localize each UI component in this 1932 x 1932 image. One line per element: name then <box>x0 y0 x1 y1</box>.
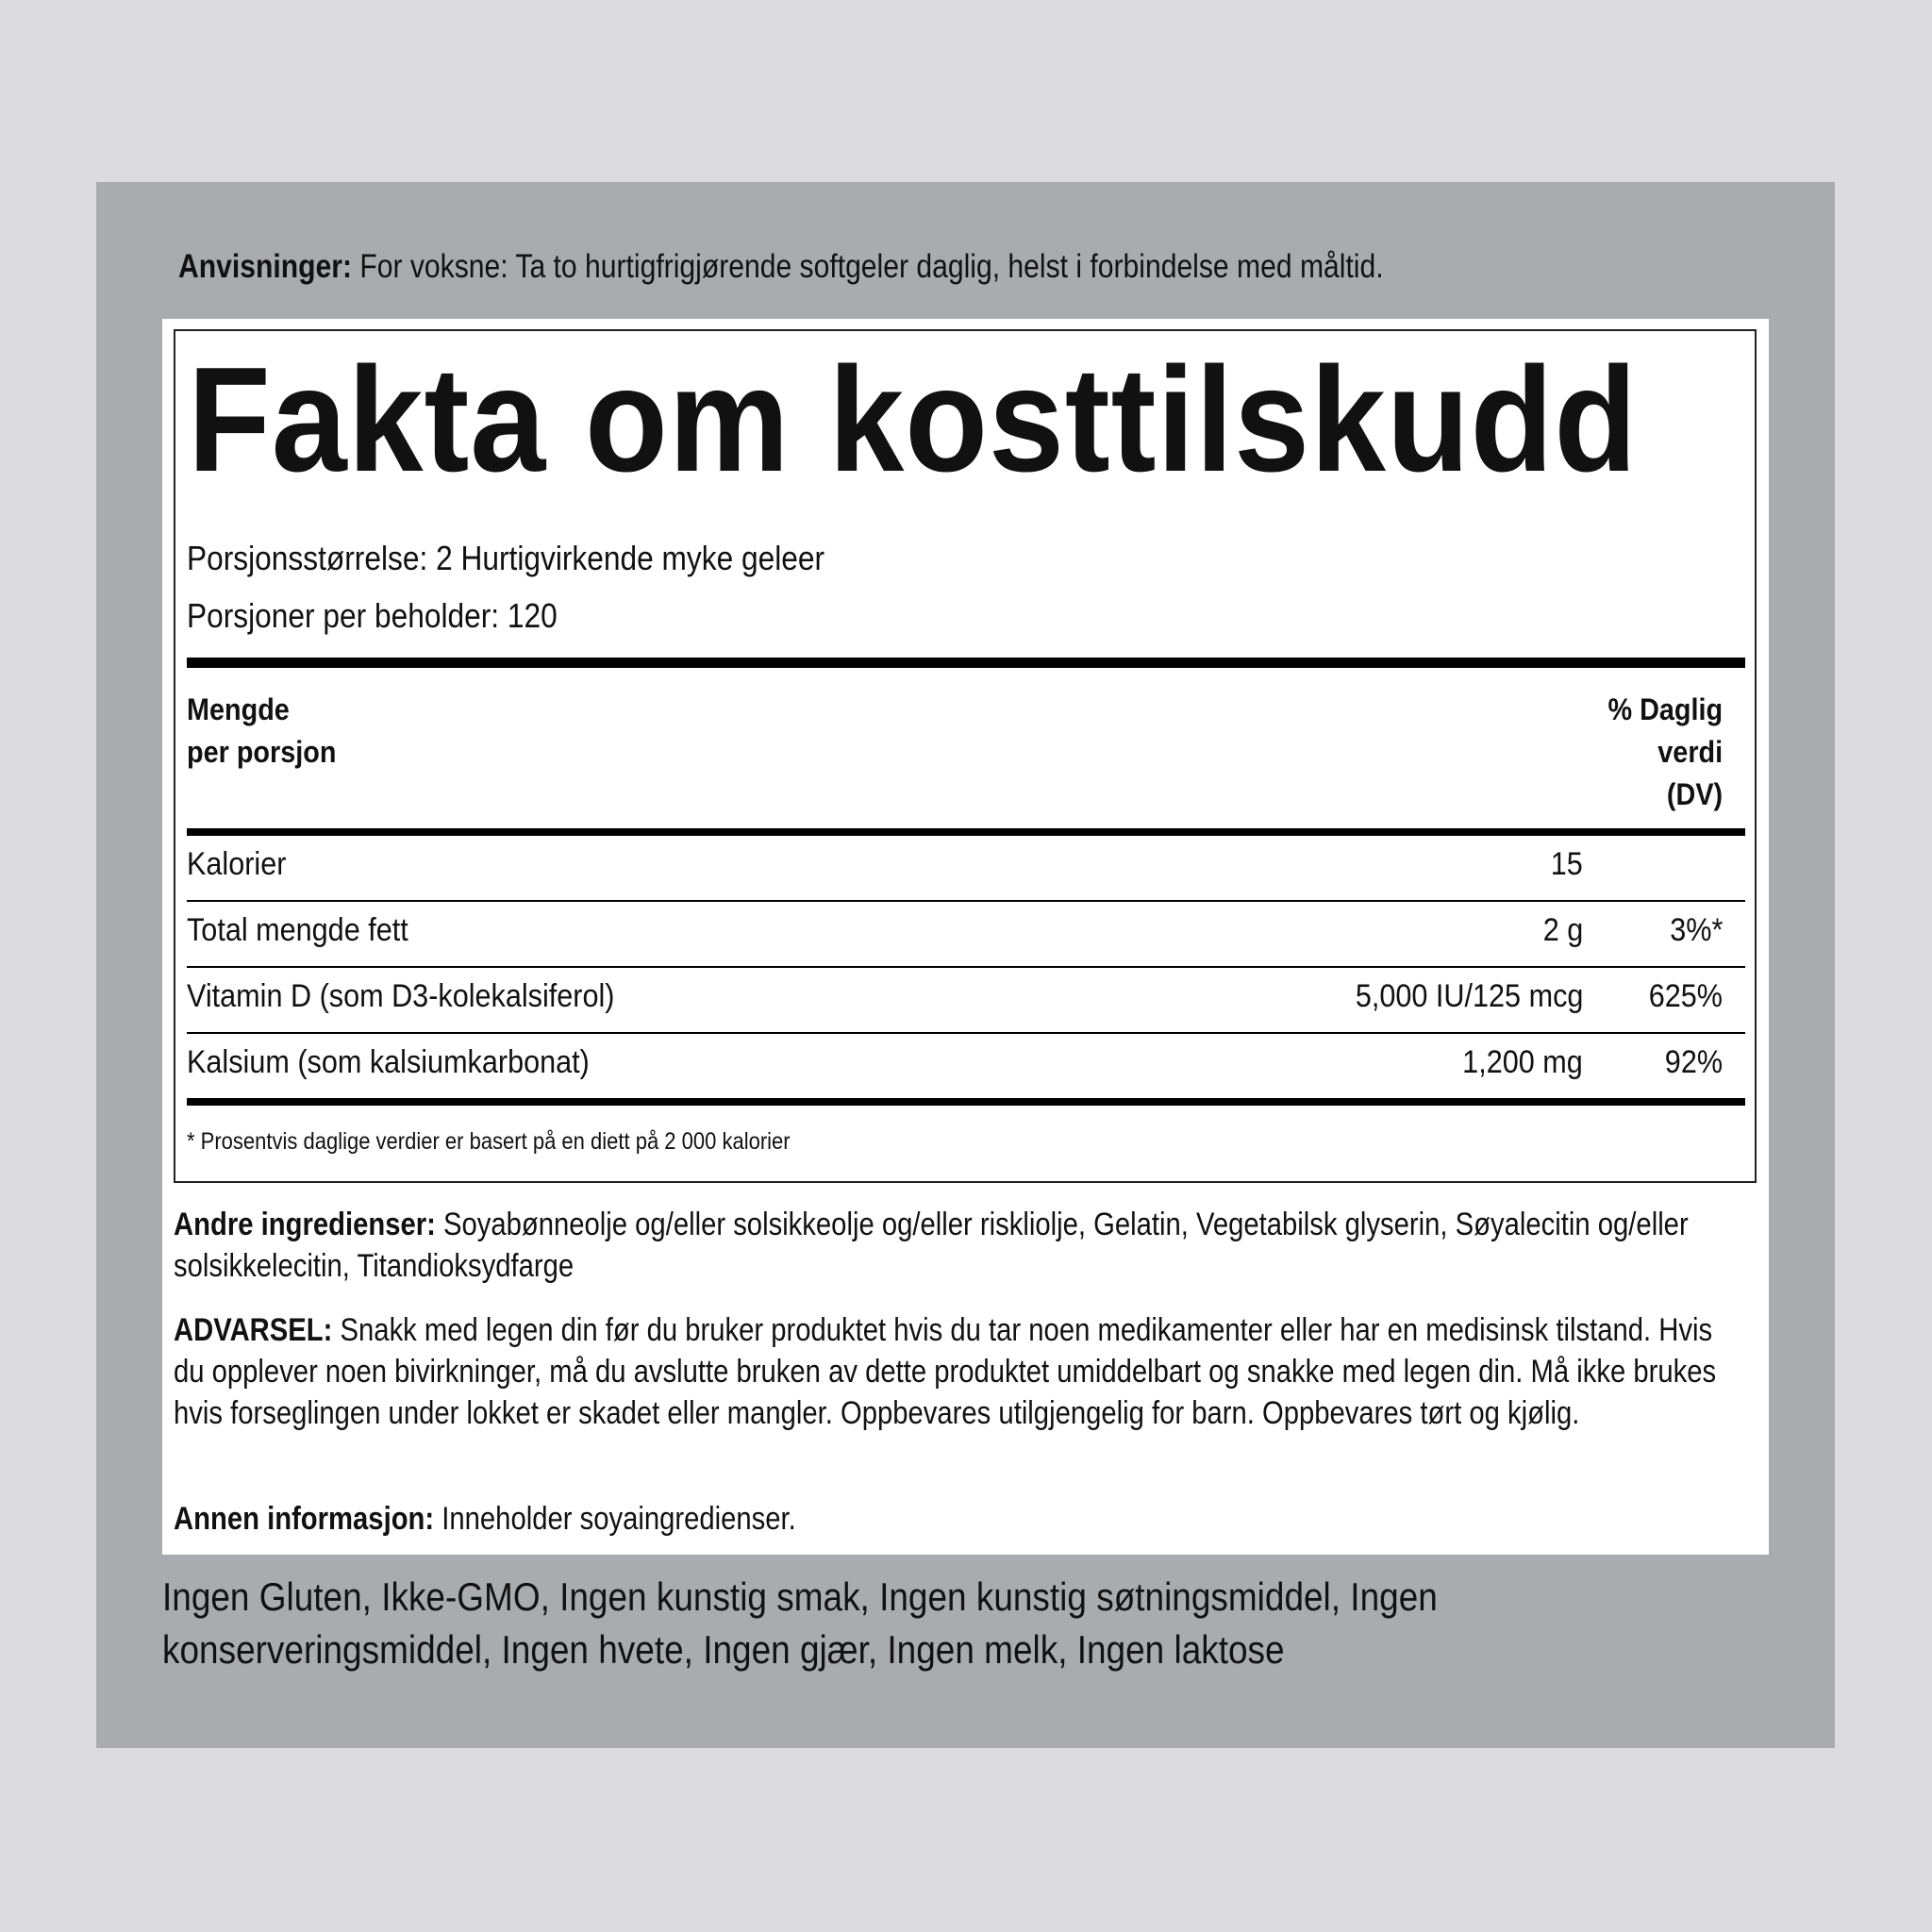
other-ingredients <box>174 1204 1747 1287</box>
nutrient-amount: 2 g <box>1542 912 1583 948</box>
divider-thick <box>187 658 1745 668</box>
nutrient-name: Kalsium (som kalsiumkarbonat) <box>187 1044 590 1080</box>
divider-medium <box>187 1098 1745 1106</box>
other-info-text: Inneholder soyaingredienser. <box>434 1501 796 1537</box>
other-ingredients-text: Soyabønneolje og/eller solsikkeolje og/eller riskliolje, Gelatin, Vegetabilsk glyserin, Søyalecitin og/eller solsikkelecitin, Titandioksydfarge <box>174 1207 1689 1284</box>
facts-title: Fakta om kosttilskudd <box>188 337 1639 503</box>
dv-footnote: * Prosentvis daglige verdier er basert på en diett på 2 000 kalorier <box>187 1128 791 1155</box>
nutrient-row <box>187 898 1745 962</box>
header-right-line: verdi <box>1657 735 1723 769</box>
warning-label: ADVARSEL: <box>174 1312 333 1348</box>
header-left-line: Mengde <box>187 692 290 726</box>
nutrient-dv: 3%* <box>1669 912 1723 948</box>
directions-text: For voksne: Ta to hurtigfrigjørende softgeler daglig, helst i forbindelse med måltid. <box>351 248 1384 285</box>
nutrient-name: Total mengde fett <box>187 912 408 948</box>
nutrient-dv: 92% <box>1664 1044 1723 1080</box>
directions <box>178 243 1557 291</box>
nutrient-amount: 1,200 mg <box>1462 1044 1583 1080</box>
header-left-line: per porsjon <box>187 735 337 769</box>
servings-per-container: Porsjoner per beholder: 120 <box>187 596 558 635</box>
other-info-label: Annen informasjon: <box>174 1501 435 1537</box>
nutrient-row <box>187 832 1745 896</box>
nutrient-amount: 15 <box>1550 846 1583 882</box>
nutrient-name: Vitamin D (som D3-kolekalsiferol) <box>187 978 615 1014</box>
nutrient-row <box>187 1030 1745 1094</box>
warning <box>174 1309 1747 1434</box>
serving-size: Porsjonsstørrelse: 2 Hurtigvirkende myke geleer <box>187 539 825 577</box>
header-right-line: % Daglig <box>1607 692 1723 726</box>
amount-per-serving-header <box>187 689 336 774</box>
other-info <box>174 1498 1747 1540</box>
header-right-line: (DV) <box>1666 777 1723 811</box>
nutrient-name: Kalorier <box>187 846 287 882</box>
nutrient-dv: 625% <box>1648 978 1723 1014</box>
warning-text: Snakk med legen din før du bruker produktet hvis du tar noen medikamenter eller har en medisinsk tilstand. Hvis du opplever noen bivirkninger, må du avslutte bruken av dette produktet umiddelbart og snakke med legen din. Må ikke brukes hvis forseglingen under lokket er skadet eller mangler. Oppbevares utilgjengelig for barn. Oppbevares tørt og kjølig. <box>174 1312 1717 1431</box>
daily-value-header <box>1607 689 1723 816</box>
nutrient-amount: 5,000 IU/125 mcg <box>1355 978 1583 1014</box>
directions-label: Anvisninger: <box>178 248 352 285</box>
free-from-claims: Ingen Gluten, Ikke-GMO, Ingen kunstig smak, Ingen kunstig søtningsmiddel, Ingen konserveringsmiddel, Ingen hvete, Ingen gjær, Ingen melk, Ingen laktose <box>162 1574 1438 1672</box>
other-ingredients-label: Andre ingredienser: <box>174 1207 436 1242</box>
nutrient-row <box>187 964 1745 1028</box>
